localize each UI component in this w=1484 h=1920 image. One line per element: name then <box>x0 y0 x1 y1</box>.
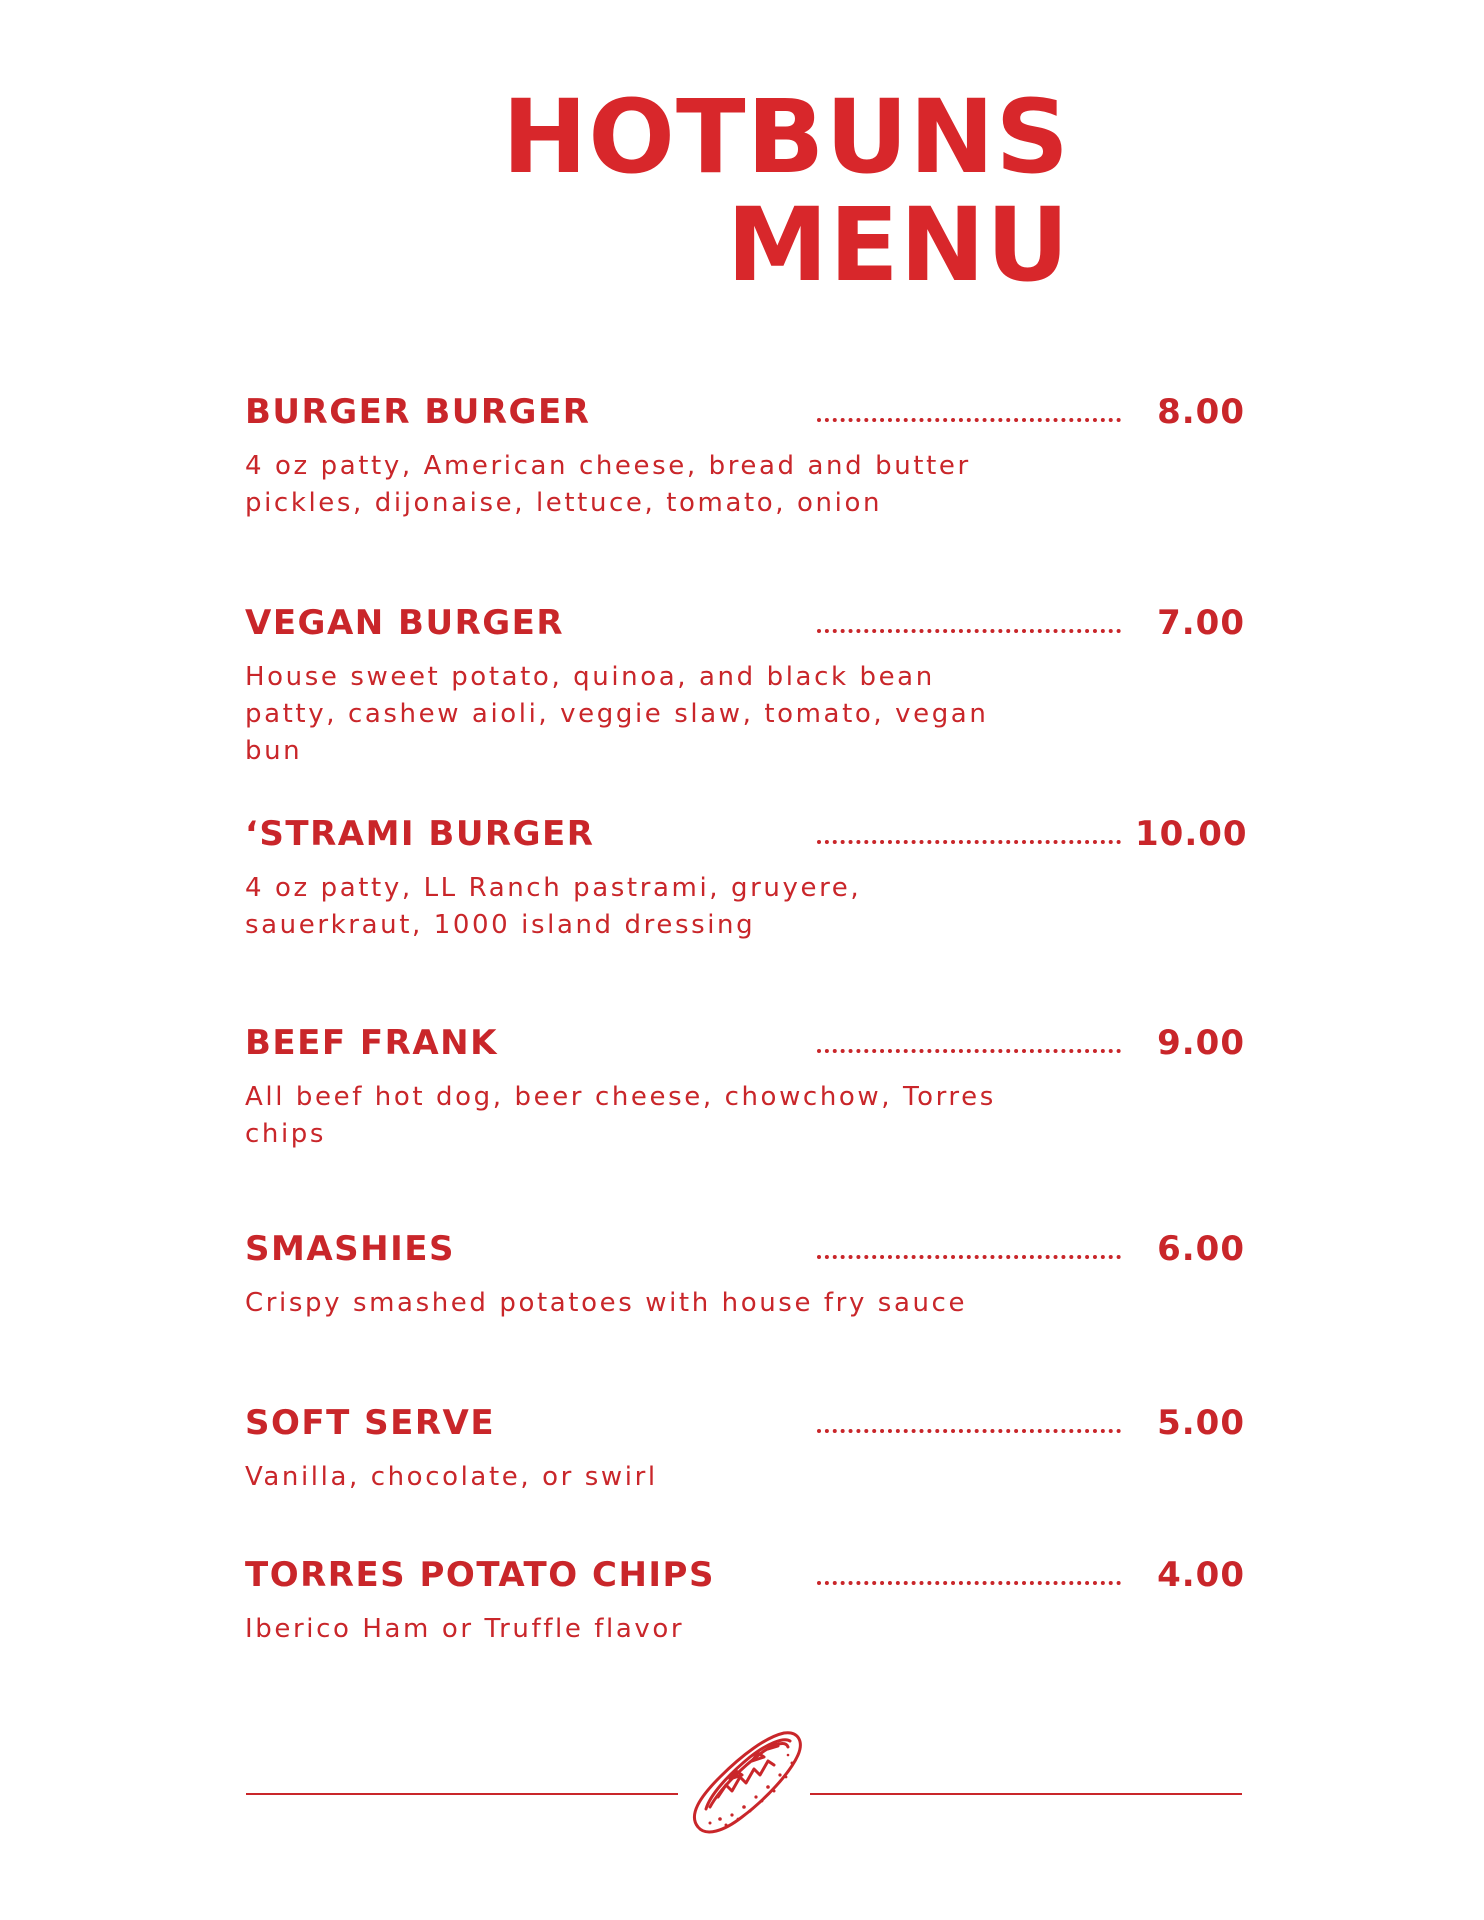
title-line-2: MENU <box>726 186 1070 305</box>
footer-divider-right <box>810 1793 1242 1795</box>
item-price: 5.00 <box>1157 1403 1245 1443</box>
menu-title <box>430 78 1070 305</box>
item-description: 4 oz patty, LL Ranch pastrami, gruyere, sauerkraut, 1000 island dressing <box>245 873 862 940</box>
item-price: 7.00 <box>1157 603 1245 643</box>
dotted-leader <box>817 1255 1121 1259</box>
item-name: BEEF FRANK <box>245 1023 498 1063</box>
dotted-leader <box>817 629 1121 633</box>
item-description: Crispy smashed potatoes with house fry sauce <box>245 1288 968 1318</box>
dotted-leader <box>817 1049 1121 1053</box>
item-name: TORRES POTATO CHIPS <box>245 1555 715 1595</box>
item-description: Iberico Ham or Truffle flavor <box>245 1614 685 1644</box>
title-line-1: HOTBUNS <box>501 78 1070 197</box>
item-name: VEGAN BURGER <box>245 603 565 643</box>
item-name: ‘STRAMI BURGER <box>245 814 595 854</box>
dotted-leader <box>817 418 1121 422</box>
item-description: House sweet potato, quinoa, and black bean patty, cashew aioli, veggie slaw, tomato, vegan bun <box>245 662 989 766</box>
item-price: 6.00 <box>1157 1229 1245 1269</box>
item-price: 4.00 <box>1157 1555 1245 1595</box>
footer-divider-left <box>246 1793 678 1795</box>
item-name: SMASHIES <box>245 1229 455 1269</box>
dotted-leader <box>817 840 1121 844</box>
item-name: SOFT SERVE <box>245 1403 496 1443</box>
item-description: Vanilla, chocolate, or swirl <box>245 1462 658 1492</box>
hotdog-icon <box>680 1715 810 1845</box>
dotted-leader <box>817 1429 1121 1433</box>
item-price: 9.00 <box>1157 1023 1245 1063</box>
dotted-leader <box>817 1581 1121 1585</box>
item-description: All beef hot dog, beer cheese, chowchow, Torres chips <box>245 1082 996 1149</box>
item-description: 4 oz patty, American cheese, bread and butter pickles, dijonaise, lettuce, tomato, onion <box>245 451 971 518</box>
item-price: 8.00 <box>1157 392 1245 432</box>
item-price: 10.00 <box>1135 814 1248 854</box>
item-name: BURGER BURGER <box>245 392 591 432</box>
